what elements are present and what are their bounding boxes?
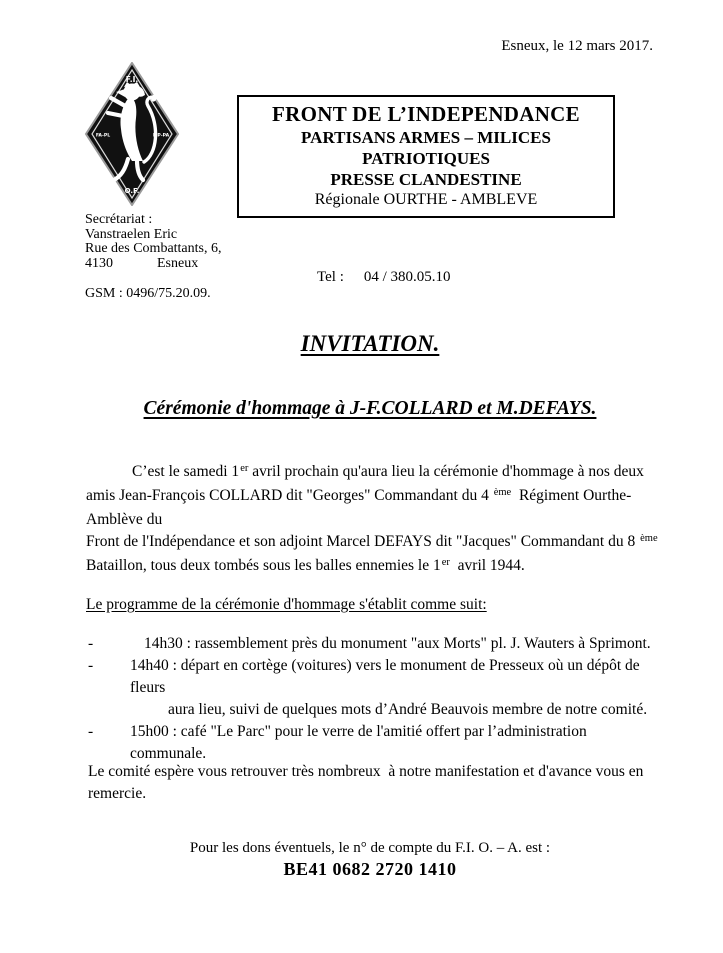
tel-number: 04 / 380.05.10 bbox=[363, 269, 451, 285]
list-dash-marker: - bbox=[88, 657, 94, 674]
postal-code: 4130 bbox=[85, 255, 113, 271]
programme-heading: Le programme de la cérémonie d'hommage s'établit comme suit: bbox=[86, 596, 487, 613]
org-regionale: Régionale OURTHE - AMBLEVE bbox=[314, 191, 538, 208]
invitation-title-text: INVITATION. bbox=[300, 331, 440, 356]
programme-item bbox=[86, 721, 664, 765]
org-subtitle-1: PARTISANS ARMES – MILICES PATRIOTIQUES bbox=[301, 128, 551, 168]
closing-paragraph bbox=[88, 761, 660, 805]
list-dash-marker: - bbox=[88, 635, 94, 652]
city: Esneux bbox=[157, 255, 199, 271]
donation-line: Pour les dons éventuels, le n° de compte du F.I. O. – A. est : bbox=[189, 840, 551, 856]
programme-item bbox=[86, 633, 664, 655]
programme-item bbox=[86, 655, 664, 721]
secretariat-block bbox=[85, 213, 222, 271]
secretariat-label: Secrétariat : bbox=[85, 212, 153, 227]
text-line: Amblève du bbox=[86, 511, 163, 528]
emblem-text-right: MP-PA bbox=[152, 133, 170, 139]
text-line: Le comité espère vous retrouver très nombreux à notre manifestation et d'avance vous en bbox=[88, 763, 644, 780]
invitation-title bbox=[85, 331, 655, 357]
text-line: amis Jean-François COLLARD dit "Georges" Commandant du 4 $^{ème}$ Régiment Ourthe- bbox=[86, 487, 632, 504]
programme-item-line: 14h40 : départ en cortège (voitures) vers le monument de Presseux où un dépôt de fleurs bbox=[130, 657, 644, 696]
bank-account-number: BE41 0682 2720 1410 bbox=[283, 859, 457, 879]
letter-date: Esneux, le 12 mars 2017. bbox=[501, 38, 653, 54]
org-name: FRONT DE L’INDEPENDANCE bbox=[272, 102, 580, 126]
fi-lion-emblem-logo bbox=[84, 62, 180, 206]
gsm-line: GSM : 0496/75.20.09. bbox=[85, 286, 211, 301]
tel-line bbox=[317, 269, 451, 286]
emblem-text-left: FA-PL bbox=[95, 133, 111, 139]
tel-label: Tel : bbox=[317, 269, 344, 285]
ceremony-title-text: Cérémonie d'hommage à J-F.COLLARD et M.DEFAYS. bbox=[143, 398, 597, 419]
organization-header-box bbox=[237, 95, 615, 218]
emblem-text-top: F.I. bbox=[125, 75, 139, 84]
emblem-text-bottom: O.F. bbox=[124, 187, 140, 195]
programme-item-line: 14h30 : rassemblement près du monument "aux Morts" pl. J. Wauters à Sprimont. bbox=[144, 635, 651, 652]
programme-item-line: aura lieu, suivi de quelques mots d’André Beauvois membre de notre comité. bbox=[168, 701, 648, 718]
secretariat-contact-name: Vanstraelen Eric bbox=[85, 226, 178, 242]
org-subtitle-2: PRESSE CLANDESTINE bbox=[330, 170, 522, 189]
programme-list bbox=[86, 633, 664, 765]
text-line: C’est le samedi 1er avril prochain qu'aura lieu la cérémonie d'hommage à nos deux bbox=[132, 463, 644, 480]
ceremony-title bbox=[85, 398, 655, 420]
list-dash-marker: - bbox=[88, 723, 94, 740]
programme-item-line: 15h00 : café "Le Parc" pour le verre de l'amitié offert par l’administration communale. bbox=[130, 723, 591, 762]
secretariat-street: Rue des Combattants, 6, bbox=[85, 241, 222, 257]
text-line: Front de l'Indépendance et son adjoint Marcel DEFAYS dit "Jacques" Commandant du 8 $^{ème}$ bbox=[86, 533, 658, 550]
text-line: remercie. bbox=[88, 785, 147, 802]
text-line: Bataillon, tous deux tombés sous les balles ennemies le 1er avril 1944. bbox=[86, 557, 525, 574]
secretariat-city-line bbox=[85, 257, 222, 272]
body-paragraph bbox=[86, 461, 661, 579]
